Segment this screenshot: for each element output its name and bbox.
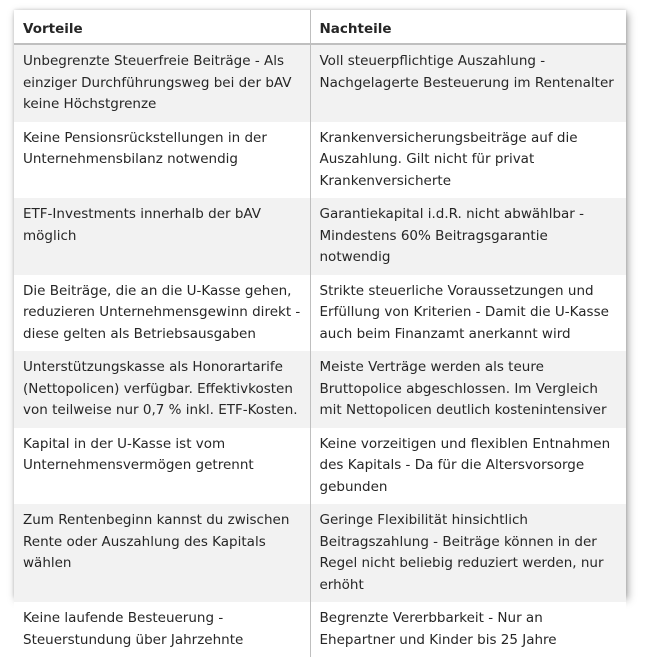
con-cell: Keine vorzeitigen und flexiblen Entnahmen des Kapitals - Da für die Altersvorsorge gebunden — [310, 428, 626, 505]
con-cell: Geringe Flexibilität hinsichtlich Beitragszahlung - Beiträge können in der Regel nicht beliebig reduziert werden, nur erhöht — [310, 504, 626, 602]
table-row — [14, 122, 626, 199]
pros-cons-table — [14, 10, 626, 657]
pro-cell: Unbegrenzte Steuerfreie Beiträge - Als einziger Durchführungsweg bei der bAV keine Höchstgrenze — [14, 44, 310, 122]
con-cell: Garantiekapital i.d.R. nicht abwählbar - Mindestens 60% Beitragsgarantie notwendig — [310, 198, 626, 275]
con-cell: Krankenversicherungsbeiträge auf die Auszahlung. Gilt nicht für privat Krankenversicherte — [310, 122, 626, 199]
pro-cell: Keine Pensionsrückstellungen in der Unternehmensbilanz notwendig — [14, 122, 310, 199]
pro-cell: Die Beiträge, die an die U-Kasse gehen, reduzieren Unternehmensgewinn direkt - diese gelten als Betriebsausgaben — [14, 275, 310, 352]
pro-cell: Kapital in der U-Kasse ist vom Unternehmensvermögen getrennt — [14, 428, 310, 505]
pro-cell: Zum Rentenbeginn kannst du zwischen Rente oder Auszahlung des Kapitals wählen — [14, 504, 310, 602]
header-nachteile: Nachteile — [310, 10, 626, 44]
con-cell: Voll steuerpflichtige Auszahlung - Nachgelagerte Besteuerung im Rentenalter — [310, 44, 626, 122]
table-row — [14, 44, 626, 122]
table-row — [14, 428, 626, 505]
pro-cell: Keine laufende Besteuerung - Steuerstundung über Jahrzehnte — [14, 602, 310, 657]
con-cell: Strikte steuerliche Voraussetzungen und Erfüllung von Kriterien - Damit die U-Kasse auch beim Finanzamt anerkannt wird — [310, 275, 626, 352]
table-row — [14, 198, 626, 275]
comparison-table-frame — [14, 10, 626, 648]
table-row — [14, 275, 626, 352]
pro-cell: Unterstützungskasse als Honorartarife (Nettopolicen) verfügbar. Effektivkosten von teilweise nur 0,7 % inkl. ETF-Kosten. — [14, 351, 310, 428]
header-vorteile: Vorteile — [14, 10, 310, 44]
table-row — [14, 351, 626, 428]
pro-cell: ETF-Investments innerhalb der bAV möglich — [14, 198, 310, 275]
con-cell: Begrenzte Vererbbarkeit - Nur an Ehepartner und Kinder bis 25 Jahre — [310, 602, 626, 657]
con-cell: Meiste Verträge werden als teure Bruttopolice abgeschlossen. Im Vergleich mit Nettopolicen deutlich kostenintensiver — [310, 351, 626, 428]
table-row — [14, 602, 626, 657]
table-row — [14, 504, 626, 602]
table-header-row — [14, 10, 626, 44]
